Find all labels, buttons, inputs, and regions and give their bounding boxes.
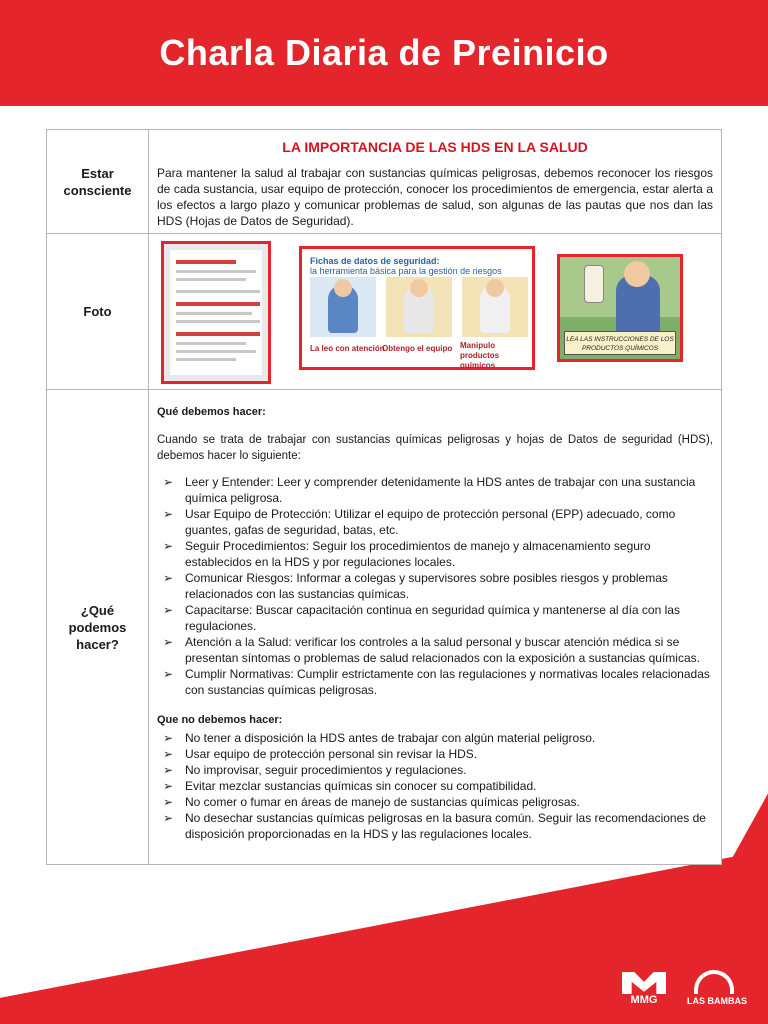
arrow-bullet-icon: ➢	[163, 731, 174, 745]
list-item: ➢ Capacitarse: Buscar capacitación continua en seguridad química y mantenerse al día con las regulaciones.	[163, 603, 680, 633]
talk-table	[46, 129, 722, 865]
header-banner	[0, 0, 768, 106]
label-que-podemos-hacer-text: ¿Qué podemos hacer?	[68, 602, 127, 652]
las-bambas-logo-mark	[694, 970, 734, 994]
arrow-bullet-icon: ➢	[163, 507, 174, 521]
arrow-bullet-icon: ➢	[163, 779, 174, 793]
infographic-title: Fichas de datos de seguridad:	[310, 256, 440, 266]
list-item: ➢ Evitar mezclar sustancias químicas sin conocer su compatibilidad.	[163, 779, 537, 793]
content-foto	[149, 234, 722, 390]
label-estar-consciente: Estar consciente	[47, 130, 149, 234]
arrow-bullet-icon: ➢	[163, 475, 174, 489]
infographic-panel-read	[310, 277, 376, 337]
content-estar-consciente	[149, 130, 722, 234]
list-item: ➢ No desechar sustancias químicas peligrosas en la basura común. Seguir las recomendaciones de disposición proporcionadas en la HDS y las regulaciones locales.	[163, 811, 706, 841]
list-item: ➢ Leer y Entender: Leer y comprender detenidamente la HDS antes de trabajar con una sustancia química peligrosa.	[163, 475, 696, 505]
sds-infographic-image	[299, 246, 535, 370]
worker-head	[624, 261, 650, 287]
do-list	[157, 474, 713, 698]
infographic-label-handle: Manipulo productos químicos	[460, 341, 500, 370]
row-estar-consciente	[47, 130, 722, 234]
list-item: ➢ Atención a la Salud: verificar los controles a la salud personal y buscar atención médica si se presentan síntomas o problemas de salud relacionados con la exposición a sustancias químicas.	[163, 635, 700, 665]
awareness-paragraph: Para mantener la salud al trabajar con sustancias químicas peligrosas, debemos reconocer los riesgos de cada sustancia, usar equipo de protección, conocer los procedimientos de emergencia, estar alerta a los efectos a largo plazo y comunicar problemas de salud, son algunas de las pautas que nos dan las HDS (Hojas de Datos de Seguridad).	[157, 165, 713, 228]
content-que-podemos-hacer	[149, 390, 722, 865]
arrow-bullet-icon: ➢	[163, 747, 174, 761]
row-que-podemos-hacer	[47, 390, 722, 865]
dont-heading: Que no debemos hacer:	[157, 714, 283, 726]
chemical-bottle-icon	[584, 265, 604, 303]
arrow-bullet-icon: ➢	[163, 811, 174, 825]
label-foto: Foto	[47, 234, 149, 390]
sds-document-image	[161, 241, 271, 384]
las-bambas-logo	[682, 970, 752, 1010]
infographic-panel-equipment	[386, 277, 452, 337]
list-item: ➢ No tener a disposición la HDS antes de trabajar con algún material peligroso.	[163, 731, 596, 745]
list-item: ➢ Seguir Procedimientos: Seguir los procedimientos de manejo y almacenamiento seguro establecidos en la HDS y por regulaciones locales.	[163, 539, 651, 569]
infographic-label-read: La leo con atención	[310, 344, 385, 353]
list-item: ➢ Comunicar Riesgos: Informar a colegas y supervisores sobre posibles riesgos y problemas relacionados con las sustancias químicas.	[163, 571, 668, 601]
list-item: ➢ Usar equipo de protección personal sin revisar la HDS.	[163, 747, 478, 761]
row-foto	[47, 234, 722, 390]
list-item: ➢ Usar Equipo de Protección: Utilizar el equipo de protección personal (EPP) adecuado, como guantes, gafas de seguridad, batas, etc.	[163, 507, 676, 537]
arrow-bullet-icon: ➢	[163, 539, 174, 553]
arrow-bullet-icon: ➢	[163, 667, 174, 681]
cartoon-sign: LEA LAS INSTRUCCIONES DE LOS PRODUCTOS QUÍMICOS	[564, 331, 676, 355]
list-item: ➢ No comer o fumar en áreas de manejo de sustancias químicas peligrosas.	[163, 795, 580, 809]
mmg-logo-text: MMG	[630, 994, 658, 1006]
arrow-bullet-icon: ➢	[163, 635, 174, 649]
arrow-bullet-icon: ➢	[163, 763, 174, 777]
section-title: LA IMPORTANCIA DE LAS HDS EN LA SALUD	[282, 138, 588, 155]
sds-document-page	[170, 250, 262, 375]
mmg-logo-mark	[622, 972, 666, 994]
infographic-label-equipment: Obtengo el equipo	[382, 344, 453, 353]
do-intro: Cuando se trata de trabajar con sustancias químicas peligrosas y hojas de Datos de seguridad (HDS), debemos hacer lo siguiente:	[157, 434, 713, 462]
worker-cartoon-image	[557, 254, 683, 362]
arrow-bullet-icon: ➢	[163, 571, 174, 585]
dont-list	[157, 730, 713, 842]
do-heading: Qué debemos hacer:	[157, 406, 266, 418]
photo-strip	[149, 234, 721, 389]
las-bambas-logo-text: LAS BAMBAS	[687, 996, 747, 1006]
page-title: Charla Diaria de Preinicio	[159, 32, 609, 73]
infographic-subtitle: la herramienta básica para la gestión de riesgos	[310, 266, 502, 276]
mmg-logo	[622, 972, 666, 1006]
list-item: ➢ Cumplir Normativas: Cumplir estrictamente con las regulaciones y normativas locales relacionadas con sustancias químicas peligrosas.	[163, 667, 710, 697]
list-item: ➢ No improvisar, seguir procedimientos y regulaciones.	[163, 763, 467, 777]
label-que-podemos-hacer	[47, 390, 149, 865]
arrow-bullet-icon: ➢	[163, 603, 174, 617]
arrow-bullet-icon: ➢	[163, 795, 174, 809]
infographic-panel-handle	[462, 277, 528, 337]
